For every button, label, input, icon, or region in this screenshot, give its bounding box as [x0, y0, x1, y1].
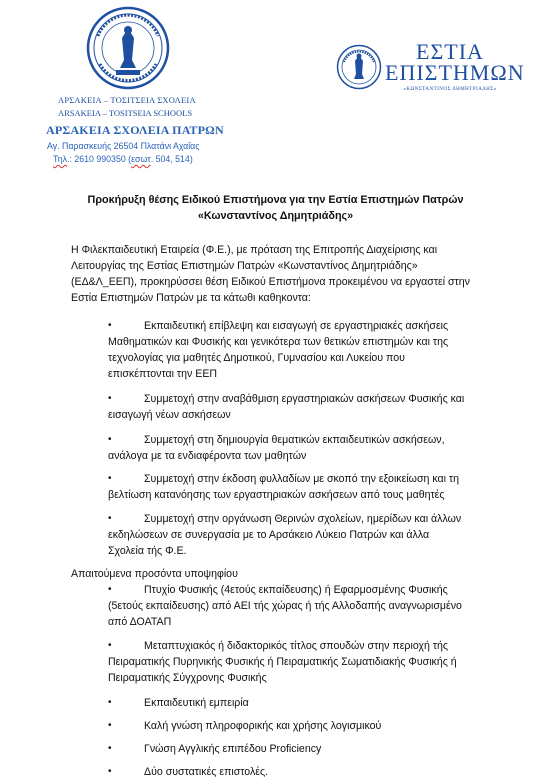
phone-prefix: Τηλ: [53, 154, 68, 164]
requirement-line: Μεταπτυχιακός ή διδακτορικός τίτλος σπουδών στην περιοχή τής: [144, 640, 449, 652]
bullet-icon: •: [108, 434, 112, 445]
bullet-icon: •: [108, 743, 112, 754]
requirements-heading: Απαιτούμενα προσόντα υποψηφίου: [71, 568, 238, 580]
requirement-line: από ΔΟΑΤΑΠ: [108, 616, 172, 628]
document-title-line2: «Κωνσταντίνος Δημητριάδης»: [197, 210, 354, 222]
duty-line: Συμμετοχή στη δημιουργία θεματικών εκπαιδευτικών ασκήσεων,: [144, 434, 445, 446]
duty-line: Συμμετοχή στην αναβάθμιση εργαστηριακών ασκήσεων Φυσικής και: [144, 393, 465, 405]
duty-line: Σχολεία τής Φ.Ε.: [108, 545, 187, 557]
estia-line3: «ΚΩΝΣΤΑΝΤΙΝΟΣ ΔΗΜΗΤΡΙΑΔΗΣ»: [403, 87, 497, 92]
requirement-line: Γνώση Αγγλικής επιπέδου Proficiency: [144, 743, 322, 755]
bullet-icon: •: [108, 584, 112, 595]
estia-line2: ΕΠΙΣΤΗΜΩΝ: [385, 60, 525, 85]
school-phone: [53, 154, 193, 164]
intro-line: Εστία Επιστημών Πατρών με τα κάτωθι καθηκοντα:: [71, 292, 311, 304]
bullet-icon: •: [108, 393, 112, 404]
duty-line: Μαθηματικών και Φυσικής και γενικότερα των θετικών επιστημών και της: [108, 336, 449, 348]
phone-extensions: . 504, 514): [150, 154, 193, 164]
intro-line: Η Φιλεκπαιδευτική Εταιρεία (Φ.Ε.), με πρόταση της Επιτροπής Διαχείρισης και: [71, 244, 438, 256]
requirement-line: Εκπαιδευτική εμπειρία: [144, 697, 249, 709]
bullet-icon: •: [108, 640, 112, 651]
duty-line: επισκέπτονται την ΕΕΠ: [108, 368, 218, 380]
duty-line: εισαγωγή νέων ασκήσεων: [108, 409, 231, 421]
school-address: Αγ. Παρασκευής 26504 Πλατάνι Αχαΐας: [47, 141, 200, 151]
filekpaideftiki-etaireia-seal-icon: [86, 6, 170, 90]
requirement-line: Πτυχίο Φυσικής (4ετούς εκπαίδευσης) ή Εφαρμοσμένης Φυσικής: [144, 584, 448, 596]
requirement-line: Καλή γνώση πληροφορικής και χρήσης λογισμικού: [144, 720, 382, 732]
document-title-line1: Προκήρυξη θέσης Ειδικού Επιστήμονα για την Εστία Επιστημών Πατρών: [87, 194, 464, 206]
bullet-icon: •: [108, 766, 112, 777]
intro-line: (ΕΔ&Λ_ΕΕΠ), προκηρύσσει θέση Ειδικού Επιστήμονα προκειμένου να εργαστεί στην: [71, 276, 470, 288]
requirement-line: Πειραματικής Σύγχρονης Φυσικής: [108, 672, 267, 684]
duty-line: Συμμετοχή στην οργάνωση Θερινών σχολείων, ημερίδων και άλλων: [144, 513, 462, 525]
estia-epistimon-logo-text: [385, 39, 525, 92]
duty-line: ανάλογα με τα ενδιαφέροντα των μαθητών: [108, 450, 307, 462]
bullet-icon: •: [108, 513, 112, 524]
duty-line: βελτίωση κατανόησης των εργαστηριακών ασκήσεων από τους μαθητές: [108, 489, 445, 501]
requirement-line: Δύο συστατικές επιστολές.: [144, 766, 269, 778]
duty-line: Συμμετοχή στην έκδοση φυλλαδίων με σκοπό την εξοικείωση και τη: [144, 473, 459, 485]
phone-number: .: 2610 990350 (: [67, 154, 132, 164]
estia-epistimon-seal-icon: [336, 44, 382, 90]
school-patron-name: ΑΡΣΑΚΕΙΑ ΣΧΟΛΕΙΑ ΠΑΤΡΩΝ: [46, 123, 224, 137]
intro-line: Λειτουργίας της Εστίας Επιστημών Πατρών «Κωνσταντίνος Δημητριάδης»: [71, 260, 418, 272]
duty-line: τεχνολογίας για μαθητές Δημοτικού, Γυμνασίου και Λυκείου που: [108, 352, 405, 364]
estia-line1: ΕΣΤΙΑ: [416, 39, 484, 64]
duty-line: Εκπαιδευτική επίβλεψη και εισαγωγή σε εργαστηριακές ασκήσεις: [144, 320, 449, 332]
bullet-icon: •: [108, 720, 112, 731]
requirement-line: (5ετούς εκπαίδευσης) από ΑΕΙ τής χώρας ή τής Αλλοδαπής αναγνωρισμένο: [108, 600, 462, 612]
bullet-icon: •: [108, 473, 112, 484]
phone-ext-label: εσωτ: [131, 154, 151, 164]
school-name-english: ARSAKEIA – TOSITSEIA SCHOOLS: [58, 108, 193, 118]
requirement-line: Πειραματικής Πυρηνικής Φυσικής ή Πειραματικής Σωματιδιακής Φυσικής ή: [108, 656, 457, 668]
duty-line: εκδηλώσεων σε συνεργασία με το Αρσάκειο Λύκειο Πατρών και άλλα: [108, 529, 430, 541]
bullet-icon: •: [108, 320, 112, 331]
school-name-greek: ΑΡΣΑΚΕΙΑ – ΤΟΣΙΤΣΕΙΑ ΣΧΟΛΕΙΑ: [58, 95, 196, 105]
bullet-icon: •: [108, 697, 112, 708]
